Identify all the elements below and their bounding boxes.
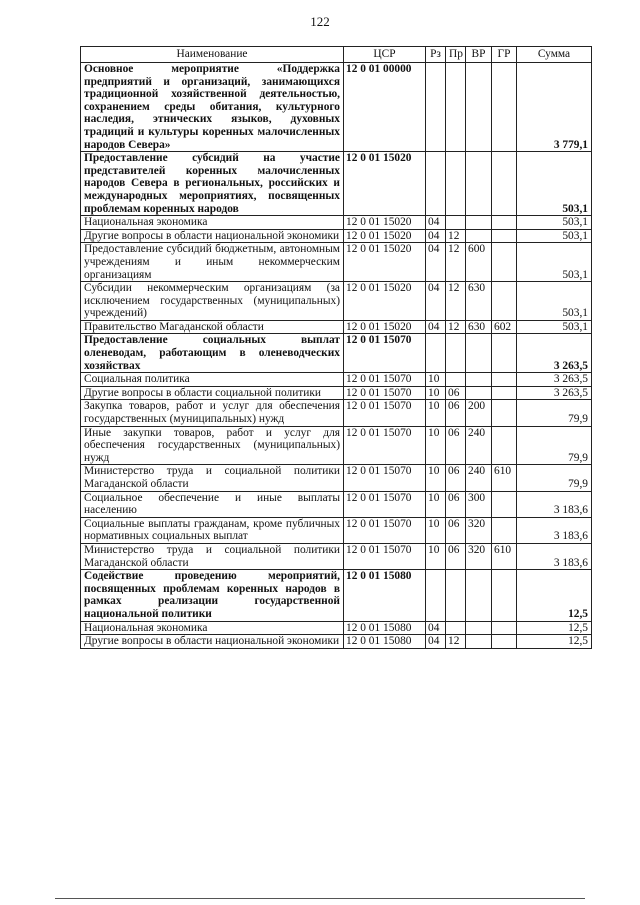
row-sum-cell: 12,5 [517, 570, 592, 621]
header-gr: ГР [492, 47, 517, 63]
table-row [81, 243, 592, 282]
row-rz-cell: 10 [426, 517, 446, 543]
row-pr-cell: 06 [446, 491, 466, 517]
table-row [81, 152, 592, 216]
row-vr-cell: 630 [466, 320, 492, 334]
row-pr-cell: 06 [446, 426, 466, 465]
row-pr-cell [446, 570, 466, 621]
table-row [81, 570, 592, 621]
row-pr-cell: 06 [446, 465, 466, 491]
row-csr-cell: 12 0 01 15020 [344, 320, 426, 334]
row-sum-cell: 3 263,5 [517, 334, 592, 373]
row-name-cell: Закупка товаров, работ и услуг для обеспечения государственных (муниципальных) нужд [81, 400, 344, 426]
row-name-cell: Другие вопросы в области национальной экономики [81, 229, 344, 243]
row-csr-cell: 12 0 01 15080 [344, 635, 426, 649]
row-sum-cell: 503,1 [517, 320, 592, 334]
table-row [81, 621, 592, 635]
row-name-cell: Субсидии некоммерческим организациям (за исключением государственных (муниципальных) учреждений) [81, 282, 344, 321]
table-row [81, 465, 592, 491]
row-vr-cell [466, 63, 492, 152]
row-name-cell: Министерство труда и социальной политики Магаданской области [81, 543, 344, 569]
row-pr-cell: 12 [446, 229, 466, 243]
table-body [81, 63, 592, 649]
row-pr-cell: 12 [446, 635, 466, 649]
header-csr: ЦСР [344, 47, 426, 63]
row-sum-cell: 3 779,1 [517, 63, 592, 152]
row-gr-cell [492, 334, 517, 373]
row-gr-cell [492, 216, 517, 230]
row-rz-cell: 10 [426, 426, 446, 465]
table-row [81, 320, 592, 334]
row-name-cell: Социальное обеспечение и иные выплаты населению [81, 491, 344, 517]
row-vr-cell [466, 334, 492, 373]
row-sum-cell: 503,1 [517, 282, 592, 321]
row-name-cell: Национальная экономика [81, 621, 344, 635]
row-rz-cell: 10 [426, 373, 446, 387]
row-csr-cell: 12 0 01 15020 [344, 152, 426, 216]
row-gr-cell [492, 491, 517, 517]
row-pr-cell [446, 334, 466, 373]
row-pr-cell: 06 [446, 386, 466, 400]
row-gr-cell: 610 [492, 465, 517, 491]
row-csr-cell: 12 0 01 15070 [344, 465, 426, 491]
table-row [81, 517, 592, 543]
row-name-cell: Правительство Магаданской области [81, 320, 344, 334]
row-csr-cell: 12 0 01 15070 [344, 400, 426, 426]
row-gr-cell [492, 229, 517, 243]
row-vr-cell [466, 570, 492, 621]
row-csr-cell: 12 0 01 15080 [344, 570, 426, 621]
row-sum-cell: 503,1 [517, 243, 592, 282]
row-rz-cell: 04 [426, 216, 446, 230]
row-gr-cell [492, 243, 517, 282]
row-rz-cell [426, 152, 446, 216]
row-sum-cell: 503,1 [517, 229, 592, 243]
row-rz-cell: 10 [426, 400, 446, 426]
row-rz-cell [426, 63, 446, 152]
row-vr-cell [466, 216, 492, 230]
row-vr-cell [466, 373, 492, 387]
table-row [81, 216, 592, 230]
row-pr-cell [446, 621, 466, 635]
row-rz-cell [426, 570, 446, 621]
table-row [81, 282, 592, 321]
row-rz-cell: 04 [426, 243, 446, 282]
row-csr-cell: 12 0 01 15020 [344, 229, 426, 243]
row-pr-cell [446, 63, 466, 152]
row-csr-cell: 12 0 01 15070 [344, 334, 426, 373]
row-rz-cell [426, 334, 446, 373]
row-rz-cell: 04 [426, 635, 446, 649]
row-sum-cell: 12,5 [517, 621, 592, 635]
row-sum-cell: 79,9 [517, 465, 592, 491]
budget-table [80, 46, 592, 649]
row-name-cell: Министерство труда и социальной политики Магаданской области [81, 465, 344, 491]
row-pr-cell: 06 [446, 400, 466, 426]
row-gr-cell [492, 152, 517, 216]
row-rz-cell: 10 [426, 543, 446, 569]
row-gr-cell: 610 [492, 543, 517, 569]
row-sum-cell: 79,9 [517, 426, 592, 465]
row-gr-cell [492, 373, 517, 387]
row-vr-cell: 320 [466, 543, 492, 569]
row-pr-cell [446, 152, 466, 216]
row-csr-cell: 12 0 01 15020 [344, 216, 426, 230]
row-name-cell: Другие вопросы в области социальной политики [81, 386, 344, 400]
header-pr: Пр [446, 47, 466, 63]
row-sum-cell: 3 263,5 [517, 386, 592, 400]
row-sum-cell: 3 183,6 [517, 543, 592, 569]
row-rz-cell: 04 [426, 621, 446, 635]
scan-edge-line [55, 898, 585, 899]
row-gr-cell [492, 621, 517, 635]
row-pr-cell: 06 [446, 543, 466, 569]
row-vr-cell: 240 [466, 465, 492, 491]
row-pr-cell: 12 [446, 282, 466, 321]
row-vr-cell [466, 229, 492, 243]
row-csr-cell: 12 0 01 15070 [344, 386, 426, 400]
row-gr-cell [492, 635, 517, 649]
row-name-cell: Социальные выплаты гражданам, кроме публичных нормативных социальных выплат [81, 517, 344, 543]
row-vr-cell [466, 621, 492, 635]
row-vr-cell: 630 [466, 282, 492, 321]
row-sum-cell: 3 263,5 [517, 373, 592, 387]
row-csr-cell: 12 0 01 15070 [344, 491, 426, 517]
row-pr-cell [446, 216, 466, 230]
header-sum: Сумма [517, 47, 592, 63]
table-row [81, 63, 592, 152]
table-row [81, 229, 592, 243]
header-vr: ВР [466, 47, 492, 63]
row-gr-cell [492, 400, 517, 426]
row-vr-cell [466, 635, 492, 649]
row-vr-cell [466, 152, 492, 216]
row-vr-cell: 300 [466, 491, 492, 517]
row-csr-cell: 12 0 01 15080 [344, 621, 426, 635]
row-pr-cell [446, 373, 466, 387]
row-gr-cell [492, 426, 517, 465]
table-row [81, 635, 592, 649]
table-row [81, 491, 592, 517]
row-rz-cell: 04 [426, 229, 446, 243]
row-sum-cell: 3 183,6 [517, 517, 592, 543]
row-name-cell: Социальная политика [81, 373, 344, 387]
row-vr-cell [466, 386, 492, 400]
page-number: 122 [310, 14, 330, 29]
table-row [81, 334, 592, 373]
row-csr-cell: 12 0 01 15070 [344, 543, 426, 569]
row-rz-cell: 10 [426, 491, 446, 517]
row-name-cell: Другие вопросы в области национальной экономики [81, 635, 344, 649]
table-row [81, 373, 592, 387]
table-row [81, 400, 592, 426]
row-rz-cell: 10 [426, 386, 446, 400]
table-header-row [81, 47, 592, 63]
row-gr-cell [492, 386, 517, 400]
table-row [81, 426, 592, 465]
row-vr-cell: 240 [466, 426, 492, 465]
row-sum-cell: 503,1 [517, 152, 592, 216]
row-gr-cell [492, 570, 517, 621]
row-rz-cell: 04 [426, 320, 446, 334]
row-csr-cell: 12 0 01 15070 [344, 426, 426, 465]
row-vr-cell: 200 [466, 400, 492, 426]
header-name: Наименование [81, 47, 344, 63]
row-rz-cell: 04 [426, 282, 446, 321]
table-row [81, 543, 592, 569]
row-name-cell: Национальная экономика [81, 216, 344, 230]
row-csr-cell: 12 0 01 15070 [344, 517, 426, 543]
row-name-cell: Предоставление субсидий на участие представителей коренных малочисленных народов Севера в региональных, российских и международных мероприятиях, посвященных проблемам коренных народов [81, 152, 344, 216]
row-pr-cell: 12 [446, 320, 466, 334]
table-row [81, 386, 592, 400]
row-sum-cell: 12,5 [517, 635, 592, 649]
row-csr-cell: 12 0 01 15020 [344, 282, 426, 321]
row-pr-cell: 12 [446, 243, 466, 282]
row-name-cell: Предоставление субсидий бюджетным, автономным учреждениям и иным некоммерческим организациям [81, 243, 344, 282]
row-sum-cell: 503,1 [517, 216, 592, 230]
row-pr-cell: 06 [446, 517, 466, 543]
row-gr-cell [492, 517, 517, 543]
row-name-cell: Иные закупки товаров, работ и услуг для обеспечения государственных (муниципальных) нужд [81, 426, 344, 465]
row-sum-cell: 79,9 [517, 400, 592, 426]
row-csr-cell: 12 0 01 00000 [344, 63, 426, 152]
row-name-cell: Содействие проведению мероприятий, посвященных проблемам коренных народов в рамках реализации государственной национальной политики [81, 570, 344, 621]
row-vr-cell: 320 [466, 517, 492, 543]
row-sum-cell: 3 183,6 [517, 491, 592, 517]
row-gr-cell [492, 63, 517, 152]
row-name-cell: Предоставление социальных выплат оленеводам, работающим в оленеводческих хозяйствах [81, 334, 344, 373]
row-gr-cell [492, 282, 517, 321]
row-csr-cell: 12 0 01 15070 [344, 373, 426, 387]
row-csr-cell: 12 0 01 15020 [344, 243, 426, 282]
row-rz-cell: 10 [426, 465, 446, 491]
header-rz: Рз [426, 47, 446, 63]
row-gr-cell: 602 [492, 320, 517, 334]
row-name-cell: Основное мероприятие «Поддержка предприятий и организаций, занимающихся традиционной хозяйственной деятельностью, сохранением среды обитания, культурного наследия, этнических языков, духовных традиций и культуры коренных малочисленных народов Севера» [81, 63, 344, 152]
row-vr-cell: 600 [466, 243, 492, 282]
